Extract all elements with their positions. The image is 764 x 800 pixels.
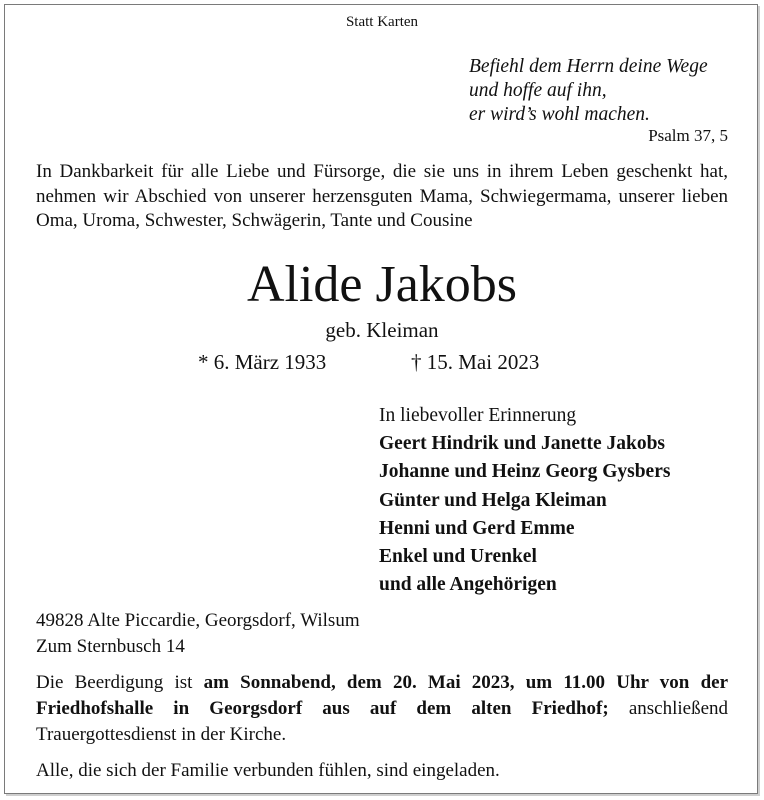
mourner-name: Geert Hindrik und Janette Jakobs	[379, 433, 666, 455]
psalm-line: und hoffe auf ihn,	[469, 80, 607, 101]
funeral-suffix: anschließend Trauergottesdienst in der Kirche.	[36, 698, 729, 745]
mourner-name: und alle Angehörigen	[379, 574, 557, 596]
mourner-name: Enkel und Urenkel	[379, 546, 537, 568]
psalm-reference: Psalm 37, 5	[648, 126, 728, 145]
funeral-prefix: Die Beerdigung ist	[36, 672, 204, 693]
birth-date: * 6. März 1933	[198, 350, 327, 374]
address-line: Zum Sternbusch 14	[36, 636, 185, 657]
funeral-details	[36, 670, 728, 748]
mourners-intro: In liebevoller Erinnerung	[379, 405, 577, 426]
address-line: 49828 Alte Piccardie, Georgsdorf, Wilsum	[36, 610, 360, 631]
death-date: † 15. Mai 2023	[411, 350, 540, 374]
mourner-name: Günter und Helga Kleiman	[379, 489, 607, 511]
address	[36, 608, 360, 660]
psalm-verse	[469, 55, 708, 127]
deceased-name: Alide Jakobs	[246, 256, 518, 313]
invitation-text: Alle, die sich der Familie verbunden fühlen, sind eingeladen.	[36, 760, 500, 781]
funeral-date-place: am Sonnabend, dem 20. Mai 2023, um 11.00 Uhr von der Friedhofshalle in Georgsdorf aus auf dem alten Friedhof;	[36, 672, 728, 719]
header-note: Statt Karten	[345, 14, 419, 30]
born-name: geb. Kleiman	[325, 318, 439, 342]
mourner-name: Henni und Gerd Emme	[379, 517, 575, 539]
psalm-line: Befiehl dem Herrn deine Wege	[469, 56, 708, 77]
mourner-name: Johanne und Heinz Georg Gysbers	[379, 461, 671, 483]
intro-text: In Dankbarkeit für alle Liebe und Fürsorge, die sie uns in ihrem Leben geschenkt hat, nehmen wir Abschied von unserer herzensguten Mama, Schwiegermama, unserer lieben Oma, Uroma, Schwester, Schwägerin, Tante und Cousine	[36, 161, 728, 231]
mourners-list	[379, 402, 670, 599]
psalm-line: er wird’s wohl machen.	[469, 104, 650, 125]
